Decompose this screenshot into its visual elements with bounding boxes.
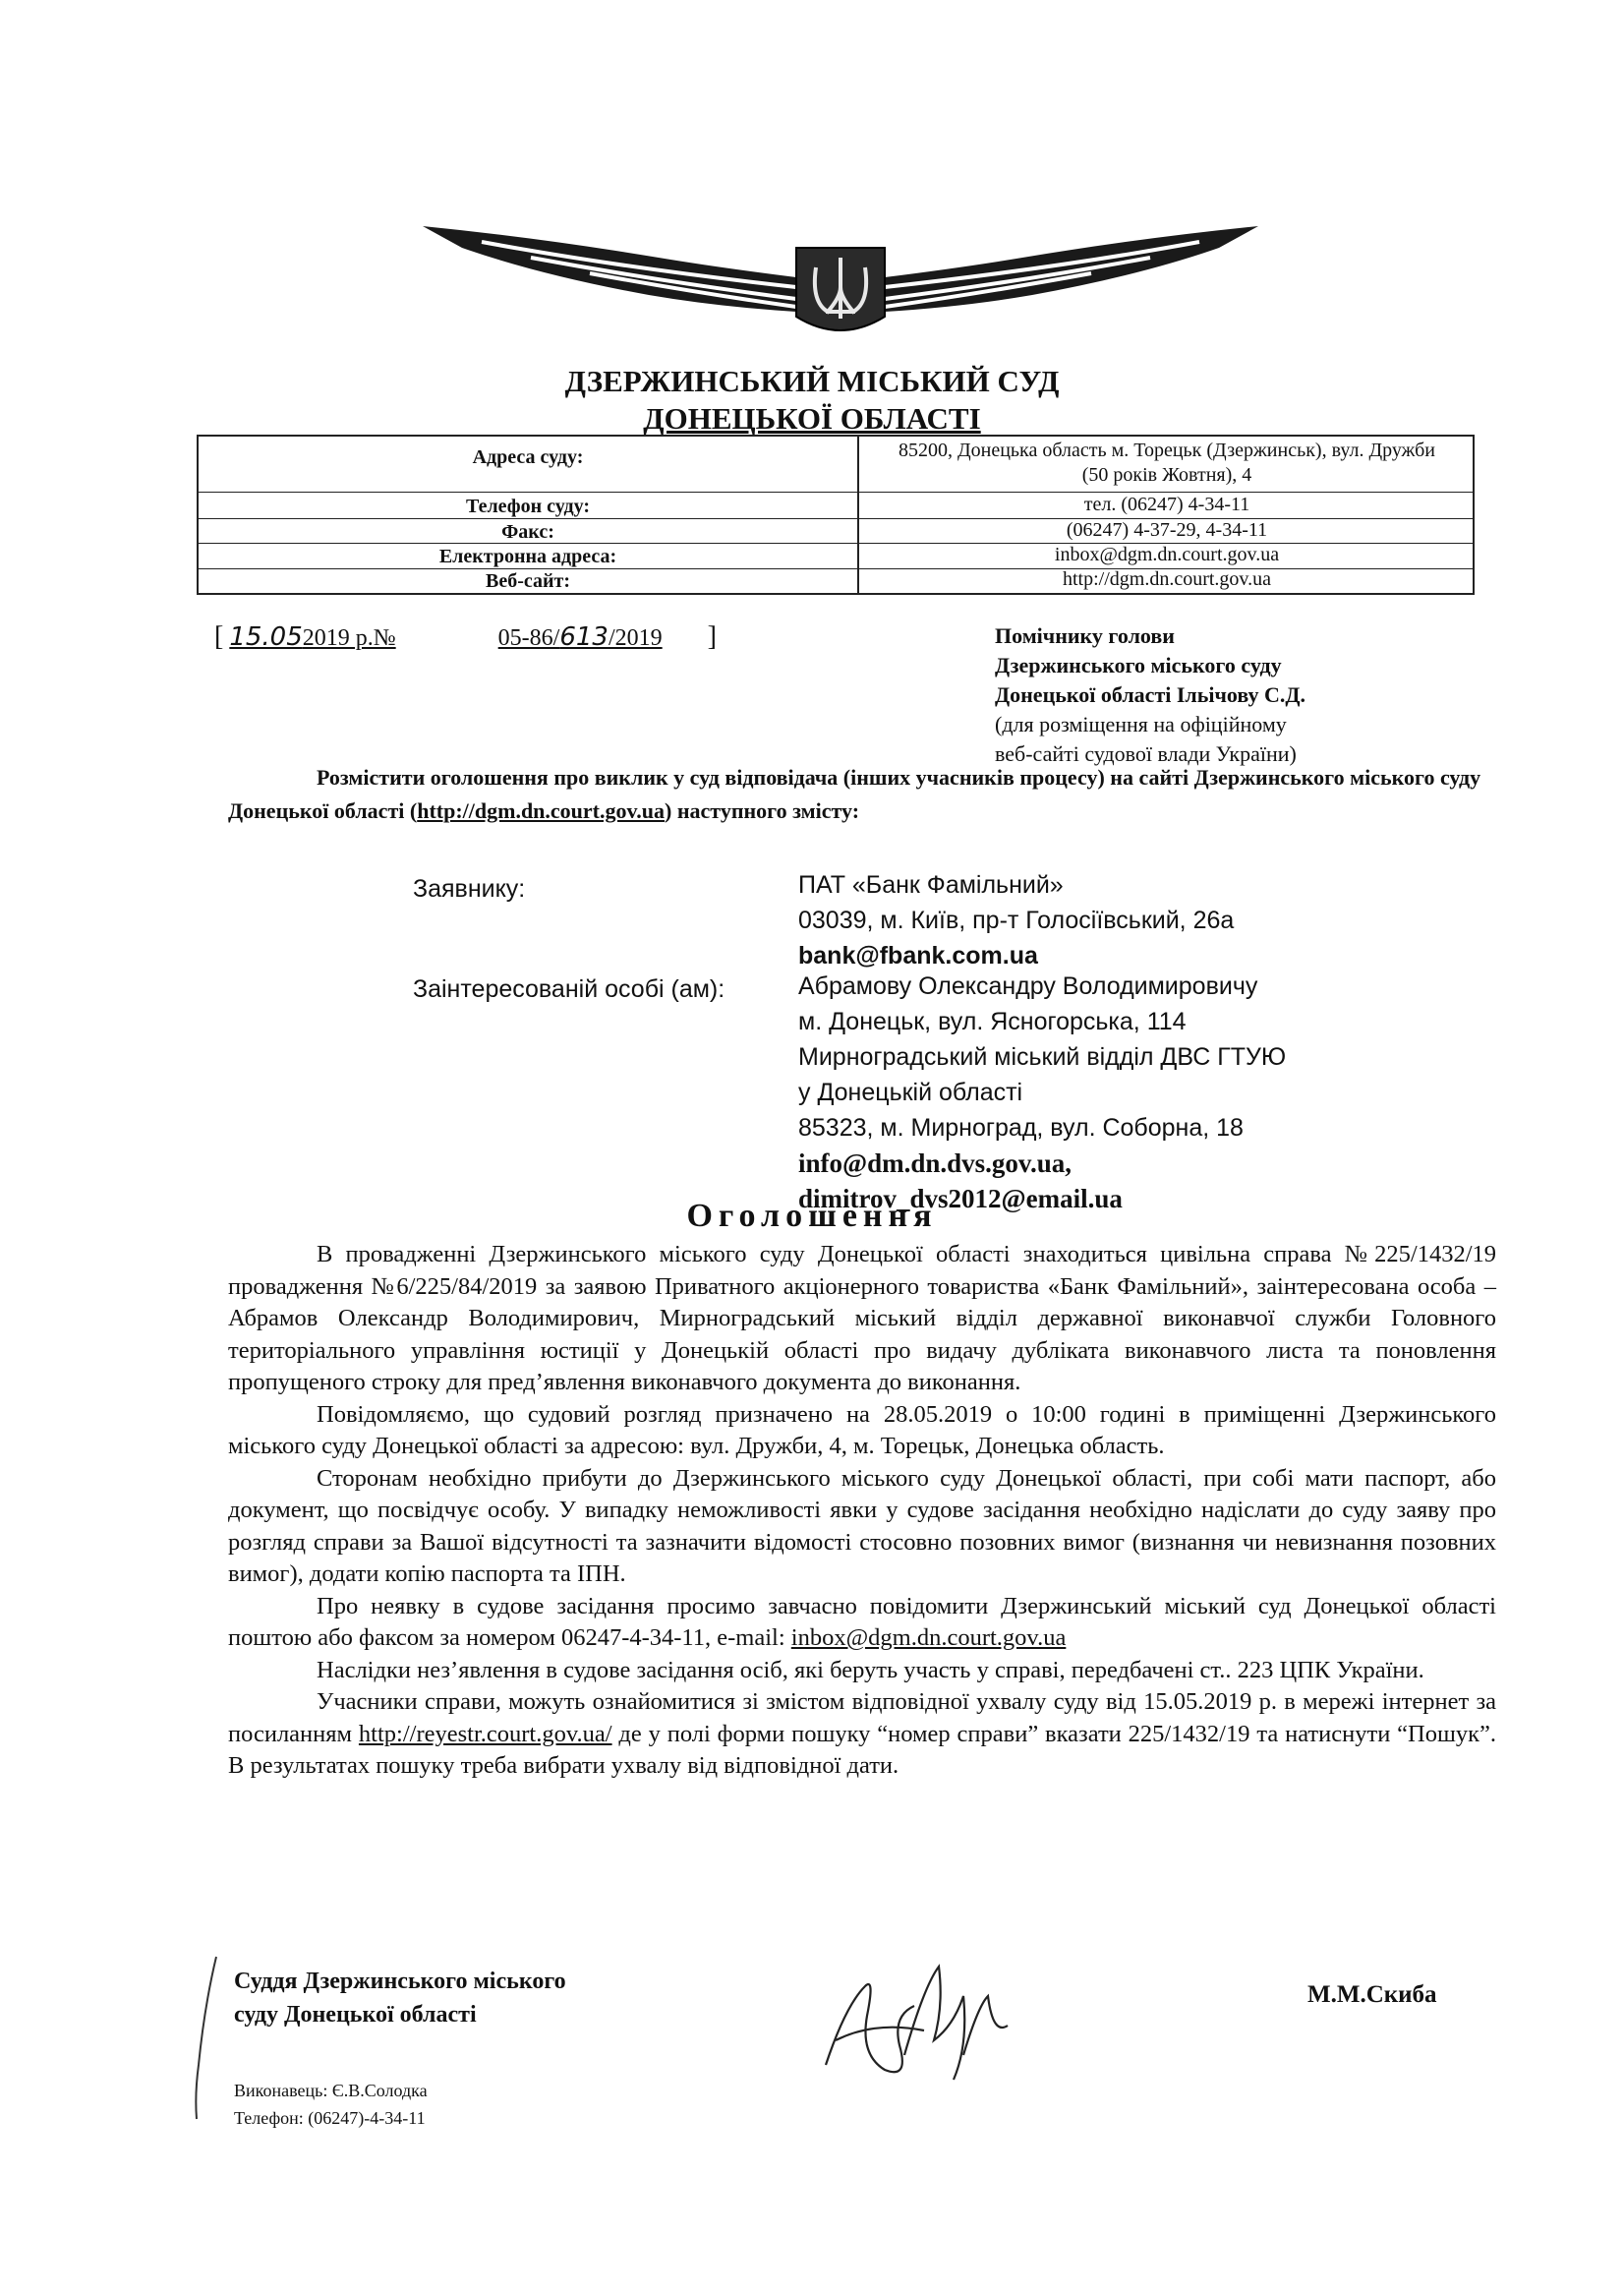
notice-body xyxy=(228,1239,1496,1783)
notice-paragraph-4: Про неявку в судове засідання просимо завчасно повідомити Дзержинський міський суд Донецької області поштою або факсом за номером 06247-4-34-11, e-mail: inbox@dgm.dn.court.gov.ua xyxy=(228,1592,1496,1651)
applicant-block xyxy=(798,867,1234,973)
executor-phone: Телефон: (06247)-4-34-11 xyxy=(234,2108,426,2128)
interested-party-block xyxy=(798,969,1286,1216)
email-value: inbox@dgm.dn.court.gov.ua xyxy=(1054,544,1280,565)
judge-title-line2: суду Донецької області xyxy=(234,2002,477,2028)
intro-paragraph: Розмістити оголошення про виклик у суд відповідача (інших учасників процесу) на сайті Дзержинського міського суду Донецької області (http://dgm.dn.court.gov.ua) наступного змісту: xyxy=(228,765,1481,823)
applicant-label: Заявнику: xyxy=(413,875,526,903)
address-line1: 85200, Донецька область м. Торецьк (Дзержинськ), вул. Дружби xyxy=(899,440,1435,461)
notice-paragraph-5: Наслідки нез’явлення в судове засідання осіб, які беруть участь у справі, передбачені ст.. 223 ЦПК України. xyxy=(317,1656,1424,1683)
outgoing-number-suffix: /2019 xyxy=(608,625,663,651)
interested-party-name: Абрамову Олександру Володимировичу xyxy=(798,972,1258,1000)
court-name-line1: ДЗЕРЖИНСЬКИЙ МІСЬКИЙ СУД xyxy=(564,364,1060,398)
recipient-line4: (для розміщення на офіційному xyxy=(995,712,1287,736)
recipient-line3: Донецької області Ільічову С.Д. xyxy=(995,682,1306,707)
executor-name: Виконавець: Є.В.Солодка xyxy=(234,2081,428,2100)
dvs-email-2: dimitrov_dvs2012@email.ua xyxy=(798,1184,1123,1213)
dvs-name: Мирноградський міський відділ ДВС ГТУЮ xyxy=(798,1043,1287,1071)
judge-name: М.М.Скиба xyxy=(1307,1981,1437,2008)
registration-year: 2019 р.№ xyxy=(302,625,396,651)
dvs-region: у Донецькій області xyxy=(798,1079,1023,1106)
registry-link[interactable]: http://reyestr.court.gov.ua/ xyxy=(358,1720,612,1747)
recipient-block xyxy=(995,621,1545,769)
handwritten-number: 613 xyxy=(559,622,609,652)
outgoing-number-prefix: 05-86/ xyxy=(497,625,560,651)
margin-mark xyxy=(185,1947,224,2124)
court-emblem-logo xyxy=(423,218,1258,346)
notice-paragraph-2: Повідомляємо, що судовий розгляд призначено на 28.05.2019 о 10:00 годині в приміщенні Дзержинського міського суду Донецької області за адресою: вул. Дружби, 4, м. Торецьк, Донецька область. xyxy=(228,1400,1496,1459)
address-line2: (50 років Жовтня), 4 xyxy=(1081,464,1252,486)
phone-value: тел. (06247) 4-34-11 xyxy=(1083,494,1250,515)
registration-line: [ 15.052019 р.№ 05-86/613/2019 ] xyxy=(214,621,717,652)
interested-party-address: м. Донецьк, вул. Ясногорська, 114 xyxy=(798,1008,1187,1035)
notice-paragraph-1: В провадженні Дзержинського міського суду Донецької області знаходиться цивільна справа №225/1432/19 провадження №6/225/84/2019 за заявою Приватного акціонерного товариства «Банк Фамільний», заінтересована особа – Абрамов Олександр Володимирович, Мирноградський міський відділ державної виконавчої служби Головного територіального управління юстиції у Донецькій області про видачу дубліката виконавчого листа та поновлення пропущеного строку для пред’явлення виконавчого документа до виконання. xyxy=(228,1241,1496,1395)
recipient-line5: веб-сайті судової влади України) xyxy=(995,741,1297,766)
notice-paragraph-6: Учасники справи, можуть ознайомитися зі змістом відповідної ухвалу суду від 15.05.2019 р. в мережі інтернет за посиланням http://reyestr.court.gov.ua/ де у полі форми пошуку “номер справи” вказати 225/1432/19 та натиснути “Пошук”. В результатах пошуку треба вибрати ухвалу від відповідної дати. xyxy=(228,1688,1496,1779)
court-website-link[interactable]: http://dgm.dn.court.gov.ua xyxy=(417,798,666,823)
dvs-address: 85323, м. Мирноград, вул. Соборна, 18 xyxy=(798,1114,1244,1142)
recipient-line2: Дзержинського міського суду xyxy=(995,653,1282,677)
phone-label: Телефон суду: xyxy=(465,496,591,517)
judge-title xyxy=(234,1965,566,2031)
judge-signature xyxy=(806,1947,1022,2094)
judge-title-line1: Суддя Дзержинського міського xyxy=(234,1969,566,1994)
interested-party-label: Заінтересованій особі (ам): xyxy=(413,975,725,1003)
handwritten-date: 15.05 xyxy=(229,622,303,652)
dvs-email-1: info@dm.dn.dvs.gov.ua, xyxy=(798,1148,1072,1178)
applicant-email: bank@fbank.com.ua xyxy=(798,942,1038,970)
email-label: Електронна адреса: xyxy=(438,546,617,567)
notice-paragraph-3: Сторонам необхідно прибути до Дзержинського міського суду Донецької області, при собі мати паспорт, або документ, що посвідчує особу. У випадку неможливості явки у судове засідання необхідно надіслати до суду заяву про розгляд справи за Вашої відсутності та зазначити відомості стосовно позовних вимог (визнання чи невизнання позовних вимог), додати копію паспорта та ІПН. xyxy=(228,1464,1496,1587)
fax-value: (06247) 4-37-29, 4-34-11 xyxy=(1066,519,1268,541)
website-value: http://dgm.dn.court.gov.ua xyxy=(1062,568,1271,590)
notice-title: Оголошення xyxy=(686,1198,938,1234)
executor-block xyxy=(234,2077,428,2132)
recipient-line1: Помічнику голови xyxy=(995,623,1175,648)
applicant-name: ПАТ «Банк Фамільний» xyxy=(798,871,1064,899)
court-name-line2: ДОНЕЦЬКОЇ ОБЛАСТІ xyxy=(643,401,981,436)
applicant-address: 03039, м. Київ, пр-т Голосіївський, 26а xyxy=(798,907,1235,934)
address-label: Адреса суду: xyxy=(472,446,584,468)
website-label: Веб-сайт: xyxy=(485,570,570,592)
court-email-link[interactable]: inbox@dgm.dn.court.gov.ua xyxy=(790,1624,1067,1651)
fax-label: Факс: xyxy=(501,521,554,543)
court-contacts-table xyxy=(197,435,1475,595)
